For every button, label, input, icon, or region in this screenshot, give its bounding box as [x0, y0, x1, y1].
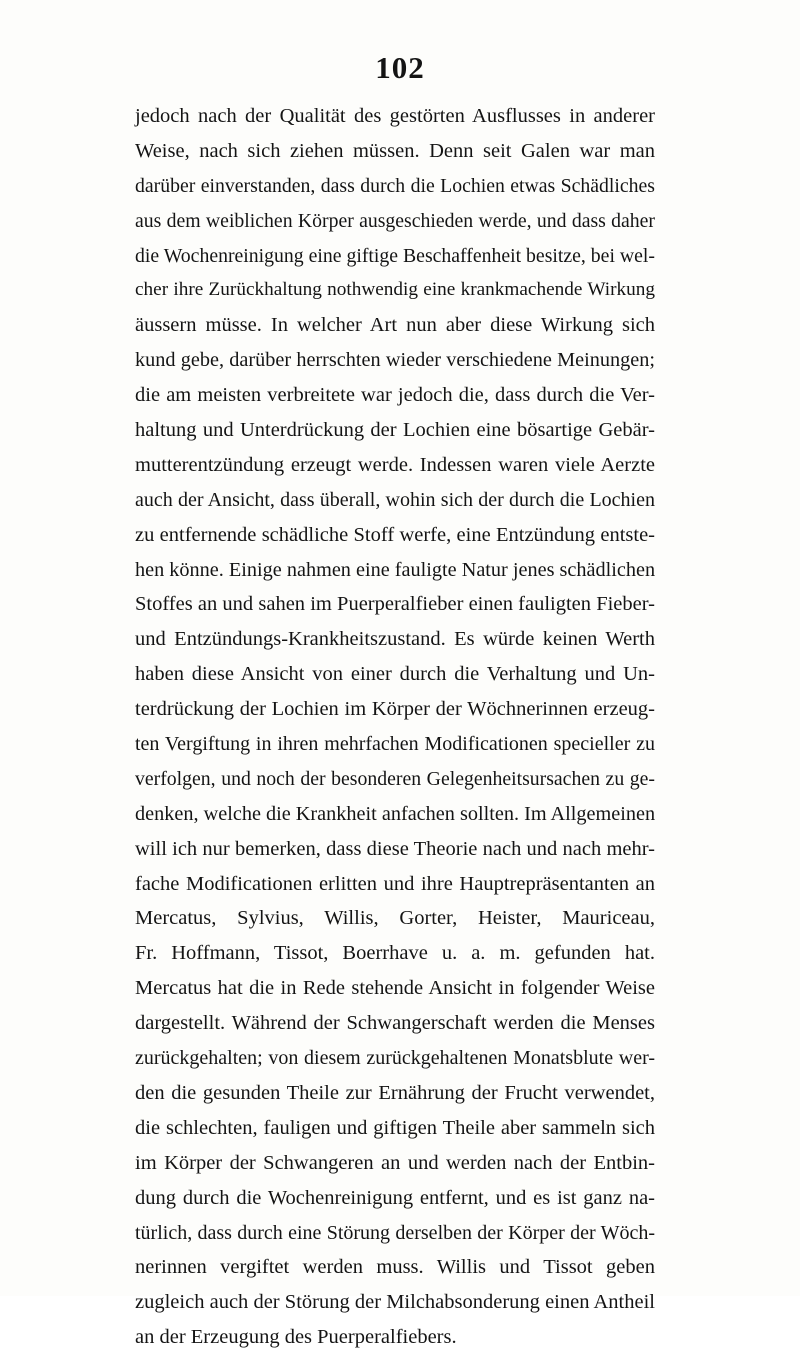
text-line: denken, welche die Krankheit anfachen sollten. Im Allgemeinen	[135, 802, 656, 825]
text-line: fache Modificationen erlitten und ihre Hauptrepräsentanten an	[135, 872, 655, 895]
text-line: und Entzündungs-Krankheitszustand. Es würde keinen Werth	[135, 628, 655, 651]
text-line: im Körper der Schwangeren an und werden nach der Entbin-	[135, 1151, 655, 1174]
text-line: terdrückung der Lochien im Körper der Wöchnerinnen erzeug-	[135, 698, 655, 721]
text-line: haltung und Unterdrückung der Lochien eine bösartige Gebär-	[135, 419, 655, 442]
text-line: kund gebe, darüber herrschten wieder verschiedene Meinungen;	[135, 349, 655, 372]
text-line: türlich, dass durch eine Störung derselben der Körper der Wöch-	[135, 1221, 655, 1244]
text-line: hen könne. Einige nahmen eine fauligte Natur jenes schädlichen	[135, 558, 656, 581]
text-line: jedoch nach der Qualität des gestörten Ausflusses in anderer	[135, 105, 655, 127]
text-line: verfolgen, und noch der besonderen Gelegenheitsursachen zu ge-	[135, 767, 655, 790]
text-line: dargestellt. Während der Schwangerschaft werden die Menses	[135, 1012, 655, 1035]
text-line: an der Erzeugung des Puerperalfiebers.	[135, 1326, 457, 1349]
text-line: Stoffes an und sahen im Puerperalfieber einen fauligten Fieber-	[135, 593, 655, 616]
page-number: 102	[375, 50, 425, 85]
text-line: die schlechten, fauligen und giftigen Theile aber sammeln sich	[135, 1116, 655, 1139]
text-line: Mercatus hat die in Rede stehende Ansicht in folgender Weise	[135, 977, 655, 1000]
text-line: auch der Ansicht, dass überall, wohin sich der durch die Lochien	[135, 488, 655, 511]
text-line: haben diese Ansicht von einer durch die Verhaltung und Un-	[135, 663, 655, 686]
text-line: darüber einverstanden, dass durch die Lochien etwas Schädliches	[135, 174, 655, 197]
text-line: zugleich auch der Störung der Milchabsonderung einen Antheil	[135, 1291, 655, 1314]
text-line: Mercatus, Sylvius, Willis, Gorter, Heister, Mauriceau,	[135, 907, 655, 930]
body-text	[135, 99, 655, 1355]
text-line: nerinnen vergiftet werden muss. Willis und Tissot geben	[135, 1256, 655, 1279]
text-line: ten Vergiftung in ihren mehrfachen Modificationen specieller zu	[135, 733, 655, 756]
text-line: will ich nur bemerken, dass diese Theorie nach und nach mehr-	[135, 837, 655, 860]
text-line: cher ihre Zurückhaltung nothwendig eine krankmachende Wirkung	[135, 279, 655, 301]
text-line: Fr. Hoffmann, Tissot, Boerrhave u. a. m. gefunden hat.	[135, 942, 655, 965]
text-line: äussern müsse. In welcher Art nun aber diese Wirkung sich	[135, 314, 655, 337]
text-line: Weise, nach sich ziehen müssen. Denn seit Galen war man	[135, 139, 655, 162]
text-line: die Wochenreinigung eine giftige Beschaffenheit besitze, bei wel-	[135, 244, 655, 267]
text-line: zu entfernende schädliche Stoff werfe, eine Entzündung entste-	[135, 523, 655, 546]
text-line: die am meisten verbreitete war jedoch die, dass durch die Ver-	[135, 384, 655, 407]
text-line: zurückgehalten; von diesem zurückgehaltenen Monatsblute wer-	[135, 1047, 655, 1070]
text-line: aus dem weiblichen Körper ausgeschieden werde, und dass daher	[135, 209, 655, 232]
text-line: mutterentzündung erzeugt werde. Indessen waren viele Aerzte	[135, 453, 655, 476]
text-line: dung durch die Wochenreinigung entfernt, und es ist ganz na-	[135, 1186, 655, 1209]
text-line: den die gesunden Theile zur Ernährung der Frucht verwendet,	[135, 1081, 655, 1104]
